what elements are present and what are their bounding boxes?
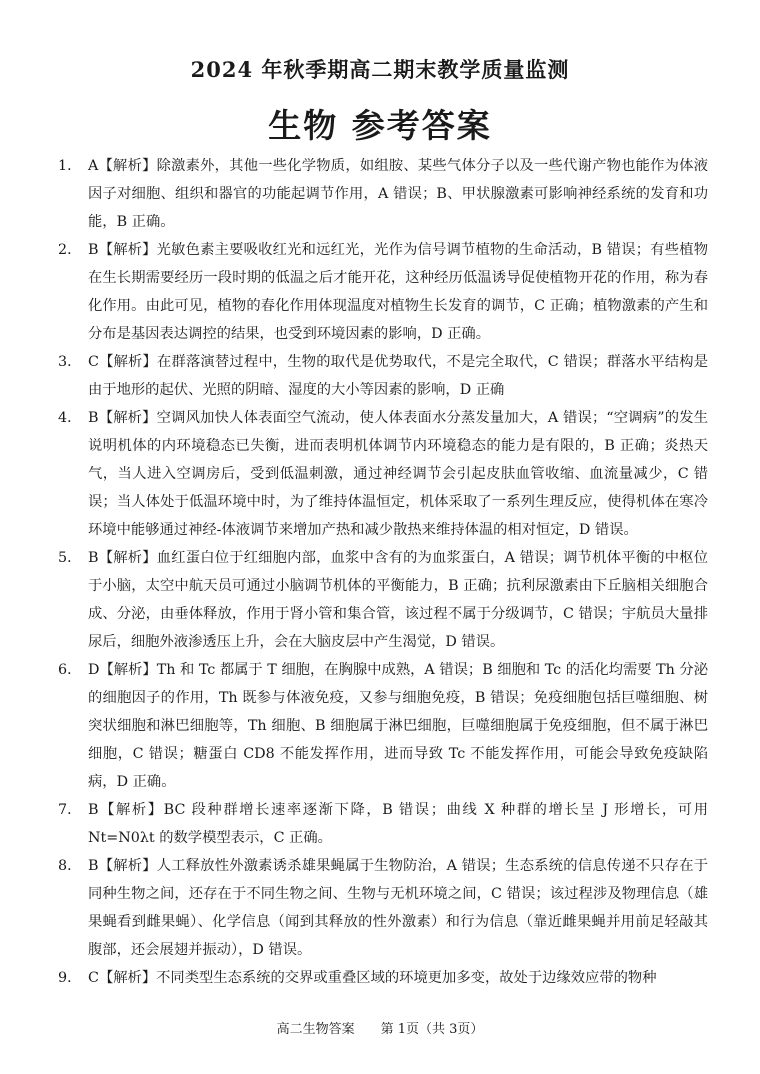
answer-item-9: [58, 964, 708, 992]
answer-number: 1．: [58, 158, 82, 174]
answer-text: D【解析】Th 和 Tc 都属于 T 细胞，在胸腺中成熟，A 错误；B 细胞和 Tc 的活化均需要 Th 分泌的细胞因子的作用，Th 既参与体液免疫，又参与细胞免疫，B 错误；免疫细胞包括巨噬细胞、树突状细胞和淋巴细胞等，Th 细胞、B 细胞属于淋巴细胞，巨噬细胞属于免疫细胞，但不属于淋巴细胞，C 错误；糖蛋白 CD8 不能发挥作用，进而导致 Tc 不能发挥作用，可能会导致免疫缺陷病，D 正确。: [88, 662, 708, 790]
answer-text: A【解析】除激素外，其他一些化学物质，如组胺、某些气体分子以及一些代谢产物也能作为体液因子对细胞、组织和器官的功能起调节作用，A 错误；B、甲状腺激素可影响神经系统的发育和功能，B 正确。: [88, 158, 708, 230]
answer-number: 6．: [58, 662, 82, 678]
answer-number: 3．: [58, 354, 82, 370]
answer-text: B【解析】血红蛋白位于红细胞内部，血浆中含有的为血浆蛋白，A 错误；调节机体平衡的中枢位于小脑，太空中航天员可通过小脑调节机体的平衡能力，B 正确；抗利尿激素由下丘脑相关细胞合成、分泌，由垂体释放，作用于肾小管和集合管，该过程不属于分级调节，C 错误；宇航员大量排尿后，细胞外液渗透压上升，会在大脑皮层中产生渴觉，D 错误。: [88, 550, 708, 650]
answer-item-2: [58, 236, 708, 348]
answer-text: B【解析】人工释放性外激素诱杀雄果蝇属于生物防治，A 错误；生态系统的信息传递不只存在于同种生物之间，还存在于不同生物之间、生物与无机环境之间，C 错误；该过程涉及物理信息（雄果蝇看到雌果蝇）、化学信息（闻到其释放的性外激素）和行为信息（靠近雌果蝇并用前足轻敲其腹部，还会展翅并振动），D 错误。: [88, 858, 708, 958]
answer-number: 2．: [58, 242, 82, 258]
page-footer: 高二生物答案 第 1页（共 3页）: [276, 1022, 484, 1037]
exam-title: 2024 年秋季期高二期末教学质量监测: [190, 57, 570, 82]
answer-text: C【解析】不同类型生态系统的交界或重叠区域的环境更加多变，故处于边缘效应带的物种: [88, 970, 657, 986]
answer-number: 5．: [58, 550, 82, 566]
answer-item-6: [58, 656, 708, 796]
answer-item-4: [58, 404, 708, 544]
answer-item-5: [58, 544, 708, 656]
answer-item-3: [58, 348, 708, 404]
answer-number: 4．: [58, 410, 82, 426]
answer-item-1: [58, 152, 708, 236]
answer-number: 9．: [58, 970, 82, 986]
answer-text: B【解析】光敏色素主要吸收红光和远红光，光作为信号调节植物的生命活动，B 错误；有些植物在生长期需要经历一段时期的低温之后才能开花，这种经历低温诱导促使植物开花的作用，称为春化作用。由此可见，植物的春化作用体现温度对植物生长发育的调节，C 正确；植物激素的产生和分布是基因表达调控的结果，也受到环境因素的影响，D 正确。: [88, 242, 708, 342]
answer-text: C【解析】在群落演替过程中，生物的取代是优势取代，不是完全取代，C 错误；群落水平结构是由于地形的起伏、光照的阴暗、湿度的大小等因素的影响，D 正确: [88, 354, 708, 398]
answer-number: 8．: [58, 858, 82, 874]
answer-item-8: [58, 852, 708, 964]
answer-text: B【解析】BC 段种群增长速率逐渐下降，B 错误；曲线 X 种群的增长呈 J 形增长，可用 Nt=N0λt 的数学模型表示，C 正确。: [88, 802, 708, 846]
answer-text: B【解析】空调风加快人体表面空气流动，使人体表面水分蒸发量加大，A 错误；“空调病”的发生说明机体的内环境稳态已失衡，进而表明机体调节内环境稳态的能力是有限的，B 正确；炎热天气，当人进入空调房后，受到低温刺激，通过神经调节会引起皮肤血管收缩、血流量减少，C 错误；当人体处于低温环境中时，为了维持体温恒定，机体采取了一系列生理反应，使得机体在寒冷环境中能够通过神经-体液调节来增加产热和减少散热来维持体温的相对恒定，D 错误。: [88, 410, 708, 538]
document-title: 生物 参考答案: [268, 106, 492, 145]
answer-number: 7．: [58, 802, 82, 818]
answer-item-7: [58, 796, 708, 852]
answer-list: [58, 152, 708, 992]
